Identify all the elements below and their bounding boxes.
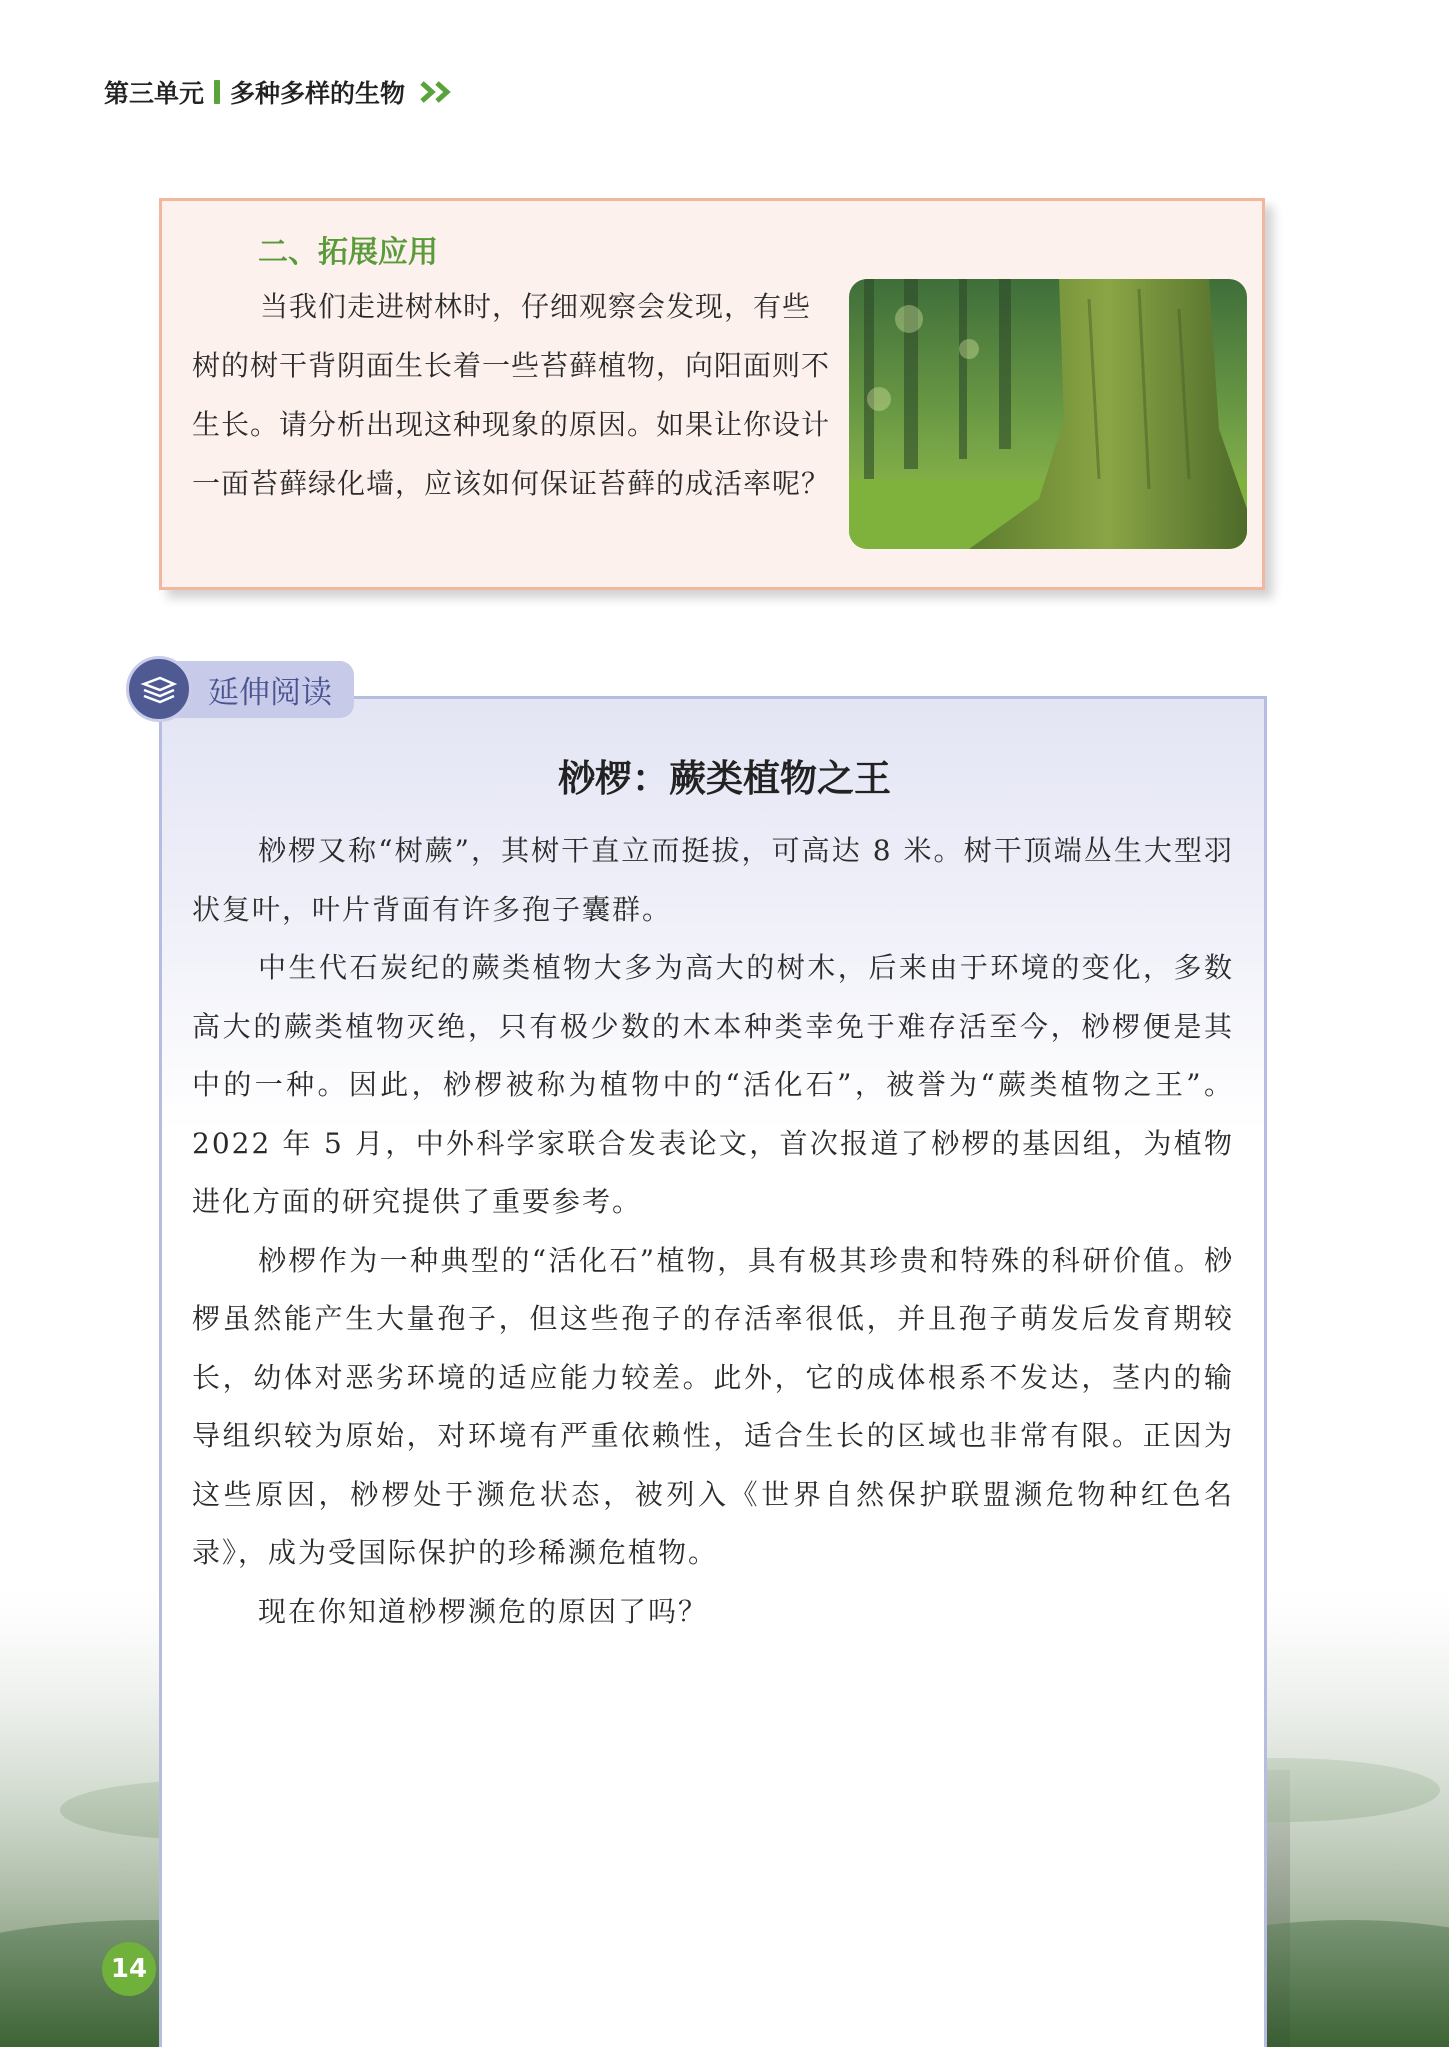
books-icon: [126, 656, 192, 722]
page-number: 14: [102, 1942, 156, 1996]
unit-topic: 多种多样的生物: [230, 79, 406, 108]
article-paragraph: 中生代石炭纪的蕨类植物大多为高大的树木，后来由于环境的变化，多数高大的蕨类植物灭绝，只有极少数的木本种类幸免于难存活至今，桫椤便是其中的一种。因此，桫椤被称为植物中的“活化石”，被誉为“蕨类植物之王”。2022 年 5 月，中外科学家联合发表论文，首次报道了桫椤的基因组，为植物进化方面的研究提供了重要参考。: [192, 951, 1234, 1218]
section-text: 当我们走进树林时，仔细观察会发现，有些树的树干背阴面生长着一些苔藓植物，向阳面则不生长。请分析出现这种现象的原因。如果让你设计一面苔藓绿化墙，应该如何保证苔藓的成活率呢？: [192, 290, 831, 500]
chapter-header: [104, 74, 455, 110]
article-body: [192, 822, 1234, 1641]
badge-label: 延伸阅读: [170, 661, 354, 718]
unit-label: 第三单元: [104, 79, 205, 108]
section-title: 二、拓展应用: [258, 235, 438, 270]
mossy-tree-trunk-image: [849, 279, 1247, 549]
article-paragraph: 桫椤又称“树蕨”，其树干直立而挺拔，可高达 8 米。树干顶端丛生大型羽状复叶，叶片背面有许多孢子囊群。: [192, 834, 1234, 926]
extended-reading-badge: [126, 654, 354, 724]
extension-application-box: [159, 198, 1265, 590]
article-title: 桫椤：蕨类植物之王: [558, 756, 891, 800]
article-paragraph: 现在你知道桫椤濒危的原因了吗？: [258, 1594, 709, 1628]
article-paragraph: 桫椤作为一种典型的“活化石”植物，具有极其珍贵和特殊的科研价值。桫椤虽然能产生大量孢子，但这些孢子的存活率很低，并且孢子萌发后发育期较长，幼体对恶劣环境的适应能力较差。此外，它的成体根系不发达，茎内的输导组织较为原始，对环境有严重依赖性，适合生长的区域也非常有限。正因为这些原因，桫椤处于濒危状态，被列入《世界自然保护联盟濒危物种红色名录》，成为受国际保护的珍稀濒危植物。: [192, 1243, 1234, 1569]
header-divider: [214, 80, 220, 104]
double-chevron-right-icon: [419, 80, 455, 104]
